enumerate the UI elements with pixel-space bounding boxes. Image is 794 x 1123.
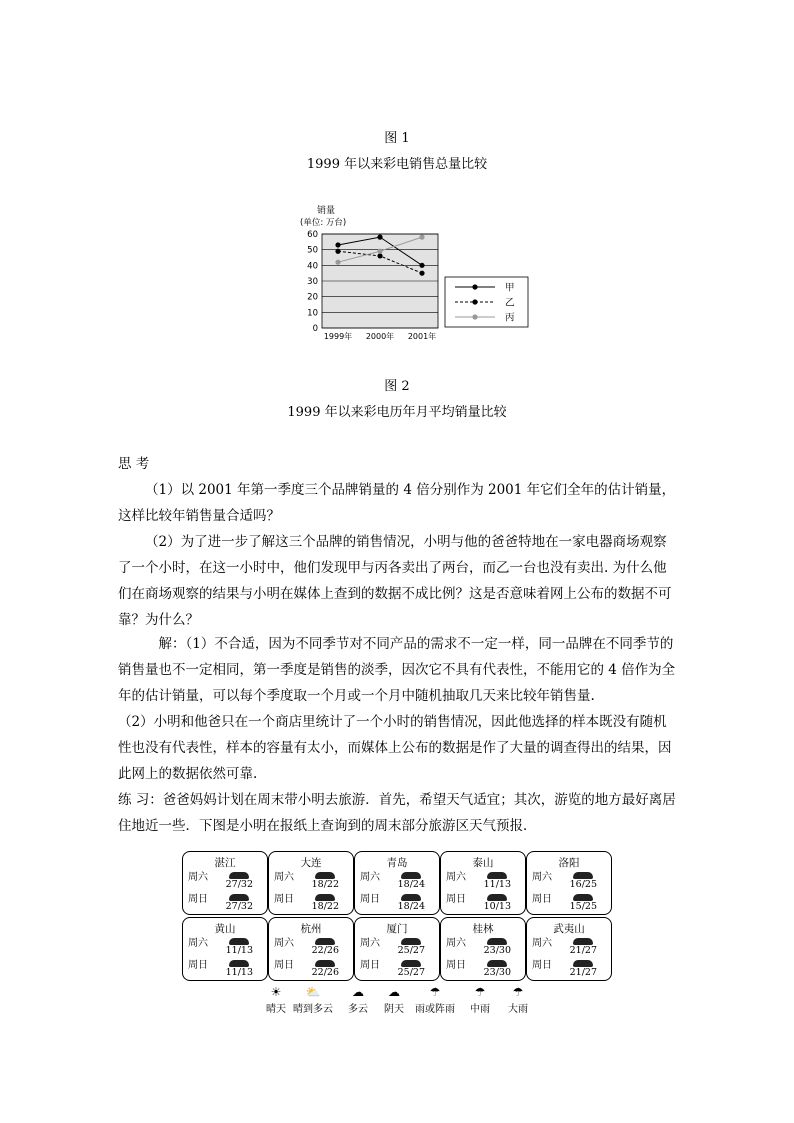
question-1: （1）以 2001 年第一季度三个品牌销量的 4 倍分别作为 2001 年它们全年的估计销量，这样比较年销售量合适吗？	[118, 482, 676, 524]
data-point-甲	[377, 235, 382, 240]
city-name: 黄山	[214, 923, 236, 935]
sunday-temp: 10/13	[483, 901, 511, 912]
weather-legend-label: 多云	[348, 1004, 368, 1015]
partly-cloudy-icon: ⛅	[305, 985, 321, 999]
weather-cloud-icon	[573, 960, 593, 967]
answer-2: （2）小明和他爸只在一个商店里统计了一个小时的销售情况，因此他选择的样本既没有随机性也没有代表性，样本的容量有太小，而媒体上公布的数据是作了大量的调查得出的结果，因此网上的数据依然可靠.	[118, 714, 672, 782]
saturday-label: 周六	[532, 938, 552, 949]
weather-legend-label: 晴天	[266, 1004, 286, 1015]
legend-label: 甲	[505, 282, 515, 294]
weather-card	[440, 851, 526, 915]
moderate-rain-icon: ☂	[474, 985, 486, 999]
data-point-乙	[335, 249, 340, 254]
data-point-丙	[335, 260, 340, 265]
saturday-temp: 11/13	[225, 945, 253, 956]
saturday-temp: 21/27	[569, 945, 597, 956]
weather-cloud-icon	[401, 872, 421, 879]
legend-label: 乙	[505, 297, 515, 309]
weather-card	[440, 917, 526, 981]
sunday-label: 周日	[188, 894, 208, 905]
saturday-label: 周六	[274, 938, 294, 949]
weather-card	[354, 851, 440, 915]
weather-cloud-icon	[487, 872, 507, 879]
figure-2-label: 图 2	[384, 379, 410, 394]
weather-card	[268, 917, 354, 981]
y-tick-label: 30	[307, 277, 318, 287]
city-name: 杭州	[300, 923, 322, 935]
sunday-temp: 18/24	[397, 901, 425, 912]
saturday-temp: 23/30	[483, 945, 511, 956]
saturday-temp: 16/25	[569, 879, 597, 890]
y-tick-label: 60	[307, 230, 318, 240]
sunday-label: 周日	[532, 894, 552, 905]
sunday-temp: 21/27	[569, 967, 597, 978]
y-axis-label-line2: (单位: 万台)	[300, 218, 347, 228]
overcast-icon: ☁	[388, 985, 400, 999]
sunday-label: 周日	[360, 960, 380, 971]
sunday-temp: 15/25	[569, 901, 597, 912]
figure-2-caption: 1999 年以来彩电历年月平均销量比较	[287, 405, 507, 420]
saturday-label: 周六	[188, 938, 208, 949]
weather-legend-label: 大雨	[508, 1004, 528, 1015]
answer-1: 解：（1）不合适，因为不同季节对不同产品的需求不一定一样，同一品牌在不同季节的销售量也不一定相同，第一季度是销售的淡季，因次它不具有代表性，不能用它的 4 倍作为全年的估计销量，可以每个季度取一个月或一个月中随机抽取几天来比较年销售量.	[118, 636, 676, 704]
city-name: 洛阳	[558, 857, 580, 869]
city-name: 湛江	[214, 857, 236, 869]
legend-marker-甲	[472, 284, 477, 289]
sunday-temp: 27/32	[225, 901, 253, 912]
figure-1-label: 图 1	[384, 131, 410, 146]
think-heading: 思 考	[118, 456, 150, 472]
y-tick-label: 10	[307, 308, 318, 319]
saturday-label: 周六	[274, 872, 294, 883]
saturday-label: 周六	[360, 938, 380, 949]
sunday-temp: 23/30	[483, 967, 511, 978]
weather-cloud-icon	[229, 960, 249, 967]
weather-cloud-icon	[401, 894, 421, 901]
saturday-label: 周六	[532, 872, 552, 883]
sunday-label: 周日	[446, 960, 466, 971]
weather-legend-label: 晴到多云	[293, 1004, 333, 1015]
sunday-temp: 11/13	[225, 967, 253, 978]
line-chart	[295, 200, 540, 345]
data-point-乙	[377, 253, 382, 258]
city-name: 厦门	[386, 923, 408, 935]
weather-cloud-icon	[315, 872, 335, 879]
weather-cloud-icon	[315, 894, 335, 901]
rain-icon: ☂	[429, 985, 441, 999]
city-name: 武夷山	[553, 923, 585, 935]
weather-card	[268, 851, 354, 915]
weather-card	[182, 851, 268, 915]
weather-cloud-icon	[229, 894, 249, 901]
legend-marker-丙	[472, 314, 477, 319]
saturday-temp: 27/32	[225, 879, 253, 890]
sun-icon: ☀	[270, 985, 282, 999]
practice-text: 练 习：爸爸妈妈计划在周末带小明去旅游．首先，希望天气适宜；其次，游览的地方最好离居住地近一些．下图是小明在报纸上查询到的周末部分旅游区天气预报．	[118, 792, 676, 834]
city-name: 大连	[300, 857, 322, 869]
sunday-label: 周日	[274, 960, 294, 971]
y-tick-label: 20	[307, 292, 318, 303]
y-tick-label: 40	[307, 261, 318, 272]
saturday-temp: 25/27	[397, 945, 425, 956]
weather-cloud-icon	[401, 938, 421, 945]
y-tick-label: 0	[312, 324, 318, 334]
weather-cloud-icon	[315, 938, 335, 945]
weather-legend-label: 中雨	[470, 1004, 490, 1015]
weather-cloud-icon	[229, 938, 249, 945]
data-point-丙	[419, 235, 424, 240]
y-axis-label-line1: 销量	[317, 206, 336, 216]
weather-card	[354, 917, 440, 981]
weather-card	[182, 917, 268, 981]
sunday-temp: 18/22	[311, 901, 339, 912]
sunday-temp: 22/26	[311, 967, 339, 978]
figure-1-caption: 1999 年以来彩电销售总量比较	[306, 157, 488, 172]
saturday-label: 周六	[446, 938, 466, 949]
heavy-rain-icon: ☂	[512, 985, 524, 999]
chart-legend	[445, 277, 528, 327]
sunday-temp: 25/27	[397, 967, 425, 978]
weather-card	[526, 851, 612, 915]
legend-label: 丙	[505, 312, 515, 324]
x-tick-label: 1999年	[323, 332, 353, 341]
weather-cloud-icon	[573, 938, 593, 945]
x-tick-label: 2001年	[407, 332, 437, 341]
saturday-label: 周六	[360, 872, 380, 883]
y-tick-label: 50	[307, 245, 318, 256]
sunday-label: 周日	[274, 894, 294, 905]
saturday-label: 周六	[188, 872, 208, 883]
data-point-甲	[419, 263, 424, 268]
weather-legend-label: 阴天	[384, 1004, 404, 1015]
sunday-label: 周日	[532, 960, 552, 971]
cloud-icon: ☁	[352, 985, 364, 999]
weather-cloud-icon	[401, 960, 421, 967]
weather-cloud-icon	[573, 872, 593, 879]
data-point-乙	[419, 271, 424, 276]
city-name: 桂林	[472, 923, 494, 935]
weather-cloud-icon	[487, 894, 507, 901]
weather-legend-label: 雨或阵雨	[415, 1004, 455, 1015]
sunday-label: 周日	[188, 960, 208, 971]
weather-card	[526, 917, 612, 981]
x-tick-label: 2000年	[365, 332, 395, 341]
saturday-temp: 18/22	[311, 879, 339, 890]
sunday-label: 周日	[446, 894, 466, 905]
city-name: 泰山	[472, 857, 494, 869]
weather-cloud-icon	[487, 938, 507, 945]
city-name: 青岛	[386, 857, 408, 869]
question-2: （2）为了进一步了解这三个品牌的销售情况，小明与他的爸爸特地在一家电器商场观察了一个小时，在这一小时中，他们发现甲与丙各卖出了两台，而乙一台也没有卖出. 为什么他们在商场观察的结果与小明在媒体上查到的数据不成比例？这是否意味着网上公布的数据不可靠？为什么？	[118, 534, 672, 628]
weather-cloud-icon	[315, 960, 335, 967]
sunday-label: 周日	[360, 894, 380, 905]
weather-cloud-icon	[487, 960, 507, 967]
data-point-甲	[335, 242, 340, 247]
saturday-temp: 22/26	[311, 945, 339, 956]
saturday-label: 周六	[446, 872, 466, 883]
weather-cloud-icon	[229, 872, 249, 879]
data-point-丙	[377, 249, 382, 254]
saturday-temp: 18/24	[397, 879, 425, 890]
weather-cloud-icon	[573, 894, 593, 901]
legend-marker-乙	[472, 299, 477, 304]
saturday-temp: 11/13	[483, 879, 511, 890]
